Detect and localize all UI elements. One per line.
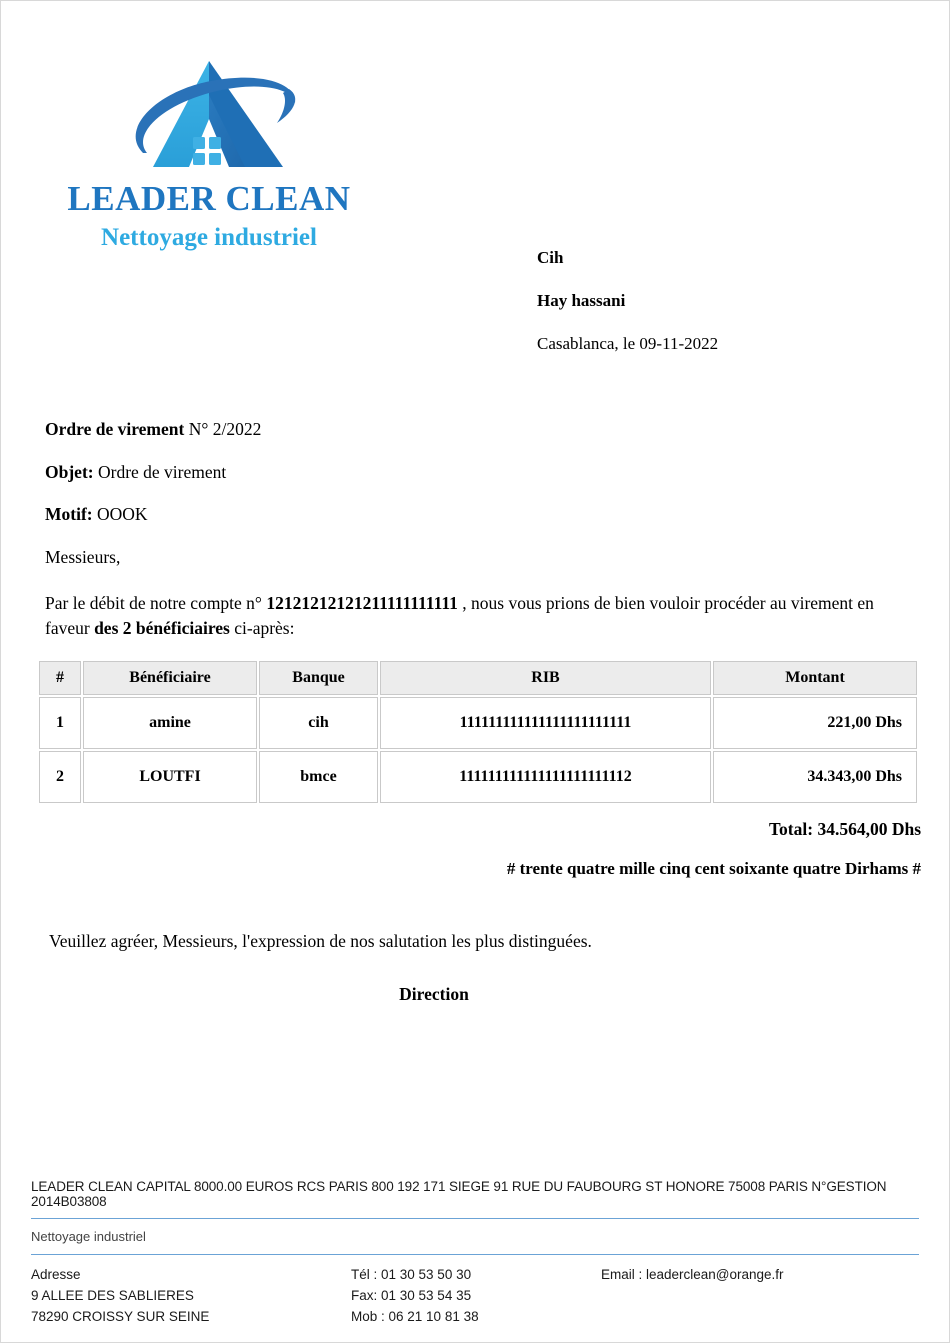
leader-clean-a-logo-icon [49, 49, 369, 179]
paragraph-lead: Par le débit de notre compte n° [45, 593, 262, 613]
footer-email: Email : leaderclean@orange.fr [601, 1267, 784, 1283]
footer-email-column [601, 1265, 919, 1328]
recipient-block [537, 249, 917, 378]
greeting: Messieurs, [45, 546, 121, 567]
order-reference [45, 421, 907, 439]
footer-activity: Nettoyage industriel [31, 1229, 146, 1245]
cell-montant: 221,00 Dhs [713, 697, 917, 749]
column-header-banque: Banque [259, 661, 378, 695]
object-label: Objet: [45, 461, 94, 482]
motif-line [45, 506, 907, 524]
totals-block [37, 819, 921, 879]
cell-beneficiaire: LOUTFI [83, 751, 257, 803]
cell-banque: cih [259, 697, 378, 749]
closing-block [49, 933, 909, 1005]
footer-phone-column [351, 1265, 601, 1328]
cell-number: 1 [39, 697, 81, 749]
object-line [45, 461, 907, 482]
order-reference-number: N° 2/2022 [188, 419, 262, 439]
footer-address-label: Adresse [31, 1267, 81, 1283]
cell-rib: 111111111111111111111112 [380, 751, 711, 803]
footer-contact-columns [31, 1255, 919, 1328]
column-header-number: # [39, 661, 81, 695]
footer-mobile: Mob : 06 21 10 81 38 [351, 1309, 479, 1325]
paragraph-tail: ci-après: [234, 617, 295, 638]
beneficiaries-table [37, 659, 919, 805]
footer-address-column [31, 1265, 351, 1328]
column-header-montant: Montant [713, 661, 917, 695]
instruction-paragraph [45, 591, 907, 641]
footer-address-city: 78290 CROISSY SUR SEINE [31, 1309, 210, 1325]
beneficiaries-table-wrapper [37, 659, 919, 805]
cell-beneficiaire: amine [83, 697, 257, 749]
recipient-branch: Hay hassani [537, 291, 626, 310]
table-header-row [39, 661, 917, 695]
motif-value: OOOK [97, 504, 148, 524]
signature-direction: Direction [399, 983, 469, 1004]
order-reference-label: Ordre de virement [45, 419, 185, 439]
amount-in-words: # trente quatre mille cinq cent soixante quatre Dirhams # [506, 859, 921, 878]
account-number: 12121212121211111111111 [266, 593, 458, 613]
footer-address-street: 9 ALLEE DES SABLIERES [31, 1288, 194, 1304]
city-and-date: Casablanca, le 09-11-2022 [537, 334, 719, 353]
cell-banque: bmce [259, 751, 378, 803]
footer-legal-mentions: LEADER CLEAN CAPITAL 8000.00 EUROS RCS PARIS 800 192 171 SIEGE 91 RUE DU FAUBOURG ST HONORE 75008 PARIS N°GESTION 2014B03808 [31, 1179, 887, 1210]
page-footer [1, 1179, 949, 1342]
total-amount: Total: 34.564,00 Dhs [768, 819, 921, 839]
table-row [39, 697, 917, 749]
footer-telephone: Tél : 01 30 53 50 30 [351, 1267, 472, 1283]
cell-number: 2 [39, 751, 81, 803]
cell-montant: 34.343,00 Dhs [713, 751, 917, 803]
footer-fax: Fax: 01 30 53 54 35 [351, 1288, 472, 1304]
beneficiaries-count: des 2 bénéficiaires [94, 617, 230, 638]
paragraph-middle: , nous vous prions de bien vouloir procéder au virement en faveur [45, 593, 874, 638]
closing-salutation: Veuillez agréer, Messieurs, l'expression de nos salutation les plus distinguées. [49, 931, 592, 951]
motif-label: Motif: [45, 504, 93, 524]
company-logo [49, 49, 369, 251]
cell-rib: 111111111111111111111111 [380, 697, 711, 749]
column-header-beneficiaire: Bénéficiaire [83, 661, 257, 695]
column-header-rib: RIB [380, 661, 711, 695]
letter-body [45, 421, 907, 641]
logo-tagline: Nettoyage industriel [101, 223, 317, 251]
logo-company-name: LEADER CLEAN [67, 179, 351, 218]
recipient-bank: Cih [537, 248, 564, 267]
table-row [39, 751, 917, 803]
object-value: Ordre de virement [97, 461, 227, 482]
